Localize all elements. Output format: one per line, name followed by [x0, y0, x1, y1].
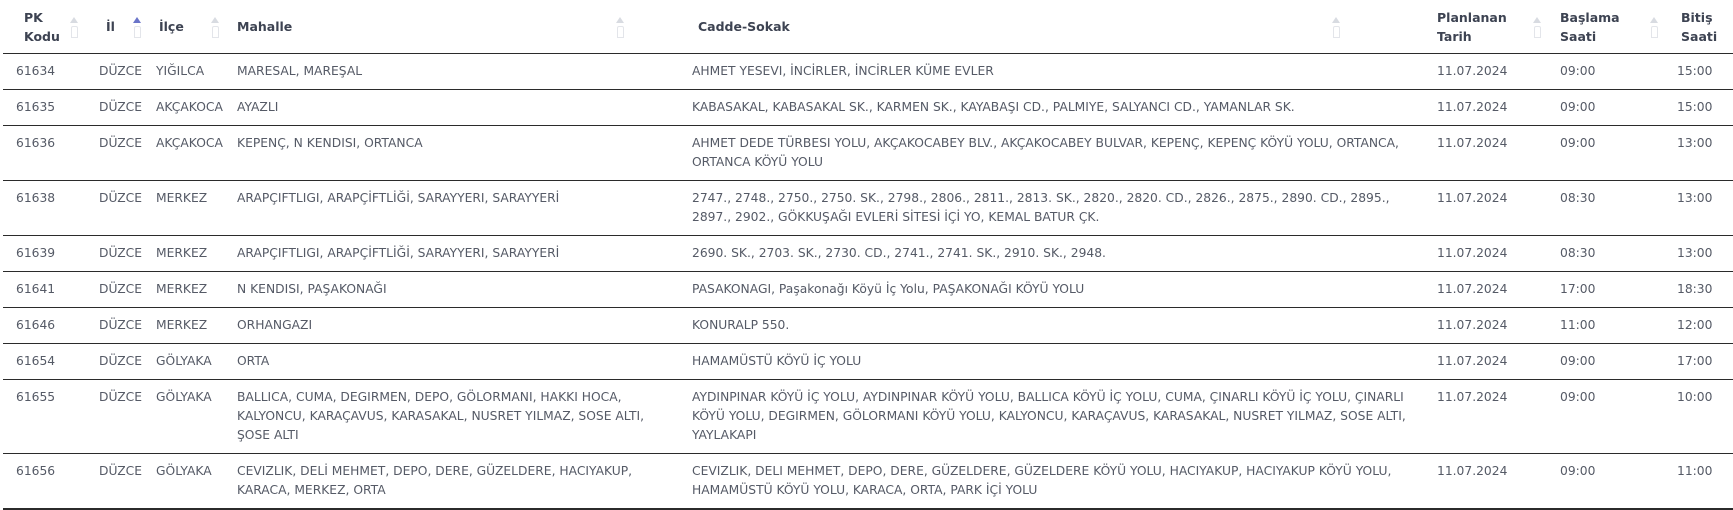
- column-header-pk-kodu[interactable]: [3, 0, 99, 54]
- cell-cadde-sokak: CEVIZLIK, DELI MEHMET, DEPO, DERE, GÜZELDERE, GÜZELDERE KÖYÜ YOLU, HACIYAKUP, HACIYAKUP KÖYÜ YOLU, HAMAMÜSTÜ KÖYÜ YOLU, KARACA, ORTA, PARK İÇİ YOLU: [692, 454, 1431, 510]
- cell-bitis-saati: 13:00: [1677, 181, 1733, 236]
- cell-pk-kodu: 61646: [3, 308, 99, 344]
- table-row: [3, 181, 1733, 236]
- cell-bitis-saati: 13:00: [1677, 126, 1733, 181]
- cell-planlanan-tarih: 11.07.2024: [1431, 54, 1560, 90]
- cell-ilce: GÖLYAKA: [156, 344, 237, 380]
- cell-bitis-saati: 15:00: [1677, 90, 1733, 126]
- cell-planlanan-tarih: 11.07.2024: [1431, 236, 1560, 272]
- cell-baslama-saati: 09:00: [1560, 454, 1677, 510]
- table-row: [3, 54, 1733, 90]
- cell-bitis-saati: 11:00: [1677, 454, 1733, 510]
- cell-cadde-sokak: 2690. SK., 2703. SK., 2730. CD., 2741., 2741. SK., 2910. SK., 2948.: [692, 236, 1431, 272]
- column-header-planlanan-tarih[interactable]: [1431, 0, 1560, 54]
- cell-il: DÜZCE: [99, 344, 156, 380]
- cell-il: DÜZCE: [99, 181, 156, 236]
- sort-arrows-icon[interactable]: [1332, 17, 1340, 39]
- cell-il: DÜZCE: [99, 54, 156, 90]
- cell-mahalle: ORTA: [237, 344, 692, 380]
- cell-ilce: MERKEZ: [156, 308, 237, 344]
- sort-arrows-icon[interactable]: [1650, 17, 1658, 39]
- cell-baslama-saati: 09:00: [1560, 126, 1677, 181]
- cell-pk-kodu: 61634: [3, 54, 99, 90]
- cell-bitis-saati: 15:00: [1677, 54, 1733, 90]
- cell-cadde-sokak: PASAKONAGI, Paşakonağı Köyü İç Yolu, PAŞAKONAĞI KÖYÜ YOLU: [692, 272, 1431, 308]
- cell-planlanan-tarih: 11.07.2024: [1431, 90, 1560, 126]
- column-header-bitis-saati[interactable]: [1677, 0, 1733, 54]
- cell-baslama-saati: 09:00: [1560, 54, 1677, 90]
- cell-cadde-sokak: KABASAKAL, KABASAKAL SK., KARMEN SK., KAYABAŞI CD., PALMIYE, SALYANCI CD., YAMANLAR SK.: [692, 90, 1431, 126]
- cell-planlanan-tarih: 11.07.2024: [1431, 344, 1560, 380]
- column-label: Planlanan Tarih: [1437, 9, 1507, 44]
- cell-il: DÜZCE: [99, 236, 156, 272]
- cell-cadde-sokak: AHMET DEDE TÜRBESI YOLU, AKÇAKOCABEY BLV., AKÇAKOCABEY BULVAR, KEPENÇ, KEPENÇ KÖYÜ YOLU, ORTANCA, ORTANCA KÖYÜ YOLU: [692, 126, 1431, 181]
- cell-bitis-saati: 13:00: [1677, 236, 1733, 272]
- cell-pk-kodu: 61639: [3, 236, 99, 272]
- column-label: Mahalle: [237, 19, 293, 34]
- cell-planlanan-tarih: 11.07.2024: [1431, 126, 1560, 181]
- column-label: İlçe: [159, 19, 184, 34]
- cell-ilce: MERKEZ: [156, 181, 237, 236]
- cell-baslama-saati: 08:30: [1560, 236, 1677, 272]
- cell-pk-kodu: 61638: [3, 181, 99, 236]
- cell-planlanan-tarih: 11.07.2024: [1431, 272, 1560, 308]
- cell-ilce: YIĞILCA: [156, 54, 237, 90]
- column-label: Başlama Saati: [1560, 9, 1620, 44]
- column-header-baslama-saati[interactable]: [1560, 0, 1677, 54]
- table-row: [3, 90, 1733, 126]
- column-label: Bitiş Saati: [1681, 9, 1718, 44]
- cell-ilce: GÖLYAKA: [156, 454, 237, 510]
- cell-il: DÜZCE: [99, 454, 156, 510]
- sort-arrows-icon[interactable]: [211, 17, 219, 39]
- cell-pk-kodu: 61636: [3, 126, 99, 181]
- cell-ilce: AKÇAKOCA: [156, 126, 237, 181]
- cell-pk-kodu: 61655: [3, 380, 99, 454]
- table-row: [3, 272, 1733, 308]
- cell-cadde-sokak: AYDINPINAR KÖYÜ İÇ YOLU, AYDINPINAR KÖYÜ YOLU, BALLICA KÖYÜ İÇ YOLU, CUMA, ÇINARLI KÖYÜ İÇ YOLU, ÇINARLI KÖYÜ YOLU, DEGIRMEN, GÖLORMANI KÖYÜ YOLU, KALYONCU, KARAÇAVUS, KARASAKAL, NUSRET YILMAZ, SOSE ALTI, YAYLAKAPI: [692, 380, 1431, 454]
- cell-mahalle: BALLICA, CUMA, DEGIRMEN, DEPO, GÖLORMANI, HAKKI HOCA, KALYONCU, KARAÇAVUS, KARASAKAL, NUSRET YILMAZ, SOSE ALTI, ŞOSE ALTI: [237, 380, 692, 454]
- cell-il: DÜZCE: [99, 308, 156, 344]
- table-row: [3, 344, 1733, 380]
- table-row: [3, 380, 1733, 454]
- cell-il: DÜZCE: [99, 380, 156, 454]
- cell-bitis-saati: 12:00: [1677, 308, 1733, 344]
- cell-pk-kodu: 61656: [3, 454, 99, 510]
- table-row: [3, 454, 1733, 510]
- table-body: [3, 54, 1733, 510]
- sort-arrows-icon[interactable]: [70, 17, 78, 39]
- cell-cadde-sokak: HAMAMÜSTÜ KÖYÜ İÇ YOLU: [692, 344, 1431, 380]
- sort-arrows-icon[interactable]: [616, 17, 624, 39]
- sort-arrows-icon[interactable]: [133, 17, 141, 39]
- table-header: [3, 0, 1733, 54]
- sort-arrows-icon[interactable]: [1533, 17, 1541, 39]
- cell-baslama-saati: 17:00: [1560, 272, 1677, 308]
- cell-cadde-sokak: 2747., 2748., 2750., 2750. SK., 2798., 2806., 2811., 2813. SK., 2820., 2820. CD., 2826., 2875., 2890. CD., 2895., 2897., 2902., GÖKKUŞAĞI EVLERİ SİTESİ İÇİ YO, KEMAL BATUR ÇK.: [692, 181, 1431, 236]
- cell-pk-kodu: 61641: [3, 272, 99, 308]
- column-header-mahalle[interactable]: [237, 0, 692, 54]
- table-row: [3, 236, 1733, 272]
- cell-baslama-saati: 09:00: [1560, 344, 1677, 380]
- column-header-il[interactable]: [99, 0, 156, 54]
- header-row: [3, 0, 1733, 54]
- cell-cadde-sokak: AHMET YESEVI, İNCİRLER, İNCİRLER KÜME EVLER: [692, 54, 1431, 90]
- cell-mahalle: AYAZLI: [237, 90, 692, 126]
- column-header-cadde-sokak[interactable]: [692, 0, 1431, 54]
- cell-mahalle: N KENDISI, PAŞAKONAĞI: [237, 272, 692, 308]
- cell-mahalle: ORHANGAZI: [237, 308, 692, 344]
- cell-mahalle: MARESAL, MAREŞAL: [237, 54, 692, 90]
- table-row: [3, 308, 1733, 344]
- cell-il: DÜZCE: [99, 90, 156, 126]
- outage-table: [3, 0, 1733, 510]
- cell-ilce: AKÇAKOCA: [156, 90, 237, 126]
- cell-il: DÜZCE: [99, 126, 156, 181]
- cell-il: DÜZCE: [99, 272, 156, 308]
- cell-planlanan-tarih: 11.07.2024: [1431, 181, 1560, 236]
- cell-pk-kodu: 61635: [3, 90, 99, 126]
- cell-planlanan-tarih: 11.07.2024: [1431, 308, 1560, 344]
- cell-planlanan-tarih: 11.07.2024: [1431, 454, 1560, 510]
- column-label: PK Kodu: [24, 9, 60, 44]
- cell-pk-kodu: 61654: [3, 344, 99, 380]
- cell-ilce: MERKEZ: [156, 272, 237, 308]
- cell-mahalle: ARAPÇIFTLIGI, ARAPÇİFTLİĞİ, SARAYYERI, SARAYYERİ: [237, 236, 692, 272]
- column-label: Cadde-Sokak: [698, 19, 790, 34]
- cell-planlanan-tarih: 11.07.2024: [1431, 380, 1560, 454]
- cell-bitis-saati: 17:00: [1677, 344, 1733, 380]
- column-header-ilce[interactable]: [156, 0, 237, 54]
- cell-baslama-saati: 09:00: [1560, 380, 1677, 454]
- cell-bitis-saati: 10:00: [1677, 380, 1733, 454]
- cell-mahalle: CEVIZLIK, DELİ MEHMET, DEPO, DERE, GÜZELDERE, HACIYAKUP, KARACA, MERKEZ, ORTA: [237, 454, 692, 510]
- column-label: İl: [106, 19, 115, 34]
- cell-baslama-saati: 09:00: [1560, 90, 1677, 126]
- cell-ilce: GÖLYAKA: [156, 380, 237, 454]
- cell-baslama-saati: 08:30: [1560, 181, 1677, 236]
- cell-mahalle: ARAPÇIFTLIGI, ARAPÇİFTLİĞİ, SARAYYERI, SARAYYERİ: [237, 181, 692, 236]
- cell-mahalle: KEPENÇ, N KENDISI, ORTANCA: [237, 126, 692, 181]
- cell-baslama-saati: 11:00: [1560, 308, 1677, 344]
- cell-bitis-saati: 18:30: [1677, 272, 1733, 308]
- cell-cadde-sokak: KONURALP 550.: [692, 308, 1431, 344]
- cell-ilce: MERKEZ: [156, 236, 237, 272]
- table-row: [3, 126, 1733, 181]
